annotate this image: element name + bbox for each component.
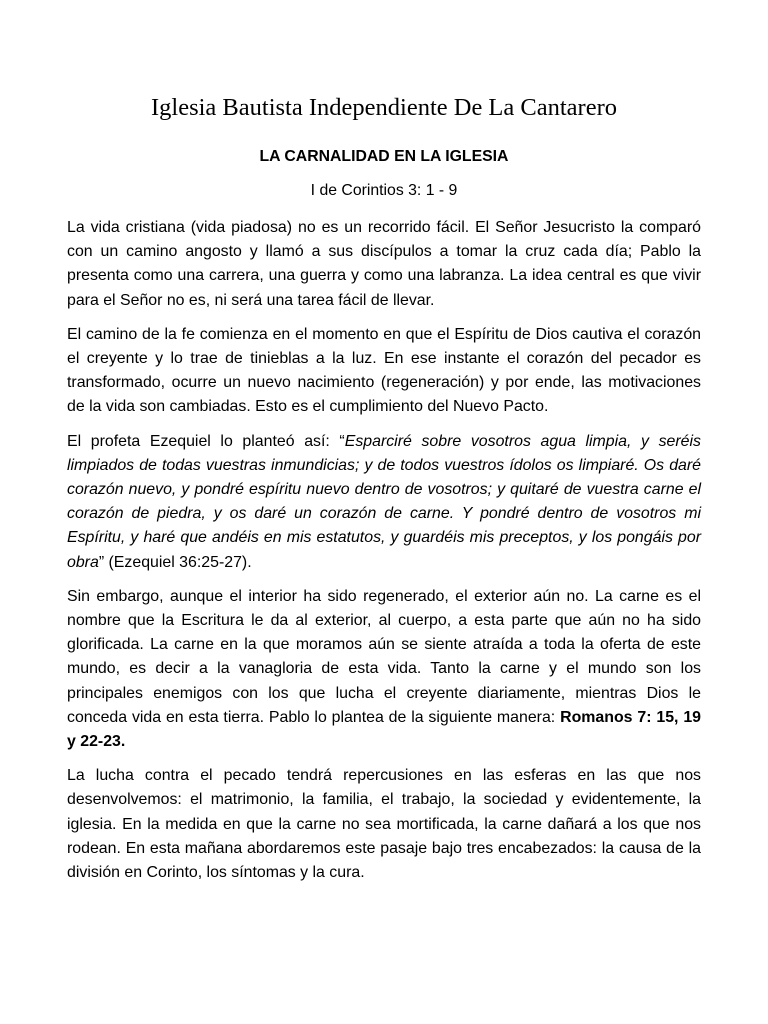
church-name: Iglesia Bautista Independiente De La Cantarero [151,94,617,121]
paragraph-2: El camino de la fe comienza en el momento en que el Espíritu de Dios cautiva el corazón el creyente y lo trae de tinieblas a la luz. En ese instante el corazón del pecador es transformado, ocurre un nuevo nacimiento (regeneración) y por ende, las motivaciones de la vida son cambiadas. Esto es el cumplimiento del Nuevo Pacto. [67,325,701,416]
romans-reference: Romanos 7: 15, 19 y 22-23. [67,708,701,751]
scripture-reference: I de Corintios 3: 1 - 9 [310,182,458,199]
paragraph-4 [67,585,701,754]
ezekiel-citation: ” (Ezequiel 36:25-27). [98,553,252,571]
document-body [67,216,701,895]
ezekiel-quote: Esparciré sobre vosotros agua limpia, y seréis limpiados de todas vuestras inmundicias; y de todos vuestros ídolos os limpiaré. Os daré corazón nuevo, y pondré espíritu nuevo dentro de vosotros; y quitaré de vuestra carne el corazón de piedra, y os daré un corazón de carne. Y pondré dentro de vosotros mi Espíritu, y haré que andéis en mis estatutos, y guardéis mis preceptos, y los pongáis por obra [67,432,701,571]
paragraph-1: La vida cristiana (vida piadosa) no es un recorrido fácil. El Señor Jesucristo la comparó con un camino angosto y llamó a sus discípulos a tomar la cruz cada día; Pablo la presenta como una carrera, una guerra y como una labranza. La idea central es que vivir para el Señor no es, ni será una tarea fácil de llevar. [67,219,701,309]
paragraph-4-text: Sin embargo, aunque el interior ha sido regenerado, el exterior aún no. La carne es el nombre que la Escritura le da al exterior, al cuerpo, a esta parte que aún no ha sido glorificada. La carne en la que moramos aún se siente atraída a toda la oferta de este mundo, es decir a la vanagloria de esta vida. Tanto la carne y el mundo son los principales enemigos con los que lucha el creyente diariamente, mientras Dios le conceda vida en esta tierra. Pablo lo plantea de la siguiente manera: [67,587,701,726]
sermon-title: LA CARNALIDAD EN LA IGLESIA [259,148,509,165]
paragraph-3-intro: El profeta Ezequiel lo planteó así: “ [67,432,345,450]
paragraph-3 [67,430,701,575]
paragraph-5: La lucha contra el pecado tendrá repercusiones en las esferas en las que nos desenvolvemos: el matrimonio, la familia, el trabajo, la sociedad y evidentemente, la iglesia. En la medida en que la carne no sea mortificada, la carne dañará a los que nos rodean. En esta mañana abordaremos este pasaje bajo tres encabezados: la causa de la división en Corinto, los síntomas y la cura. [67,767,701,882]
